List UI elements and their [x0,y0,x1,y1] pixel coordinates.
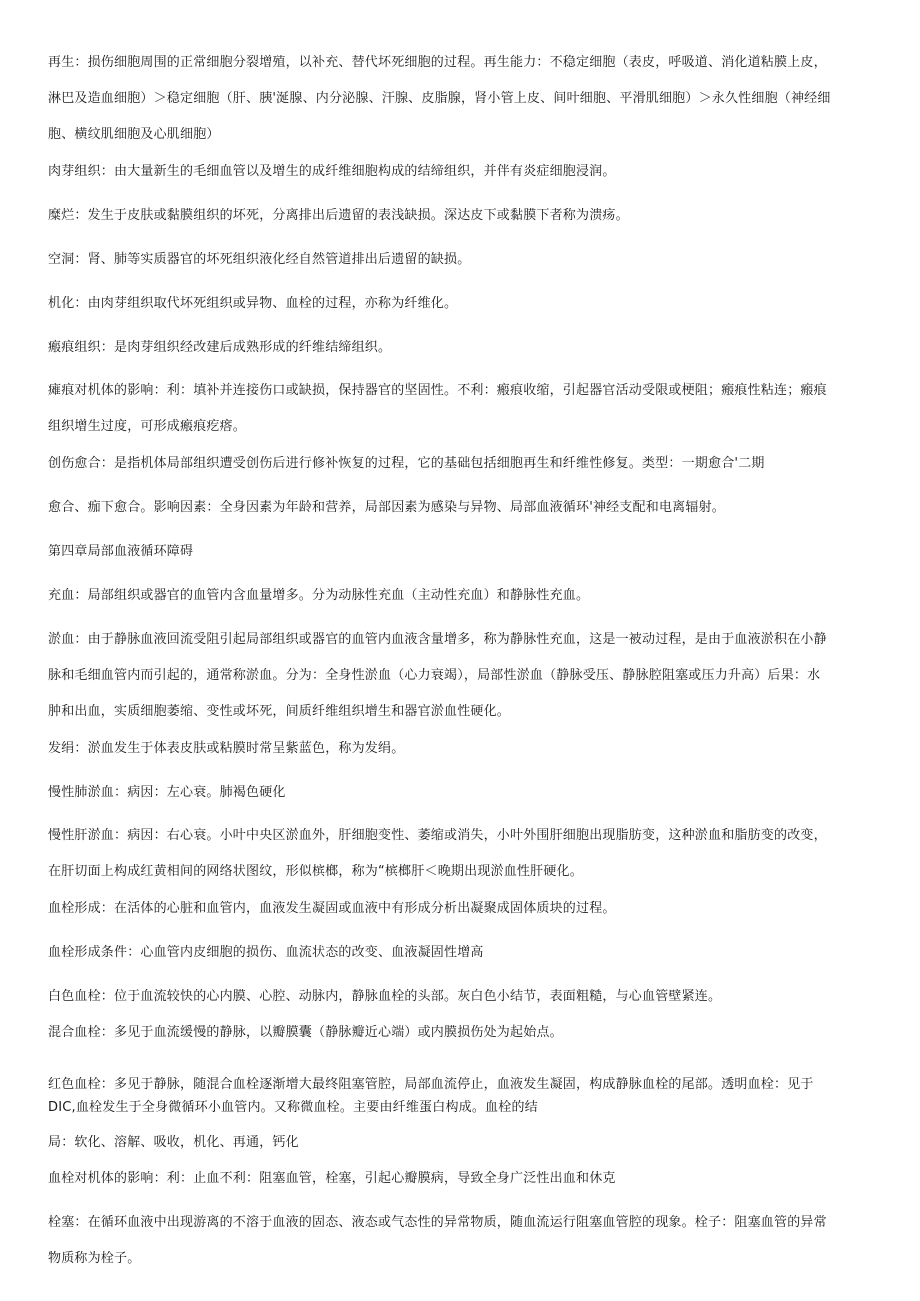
text-line: 组织增生过度，可形成瘢痕疙瘩。 [48,419,247,434]
paragraph-scar-tissue [48,336,876,360]
paragraph-organization [48,292,876,316]
text-line: 瘢痕组织：是肉芽组织经改建后成熟形成的纤维结缔组织。 [48,340,392,355]
text-line: 血栓形成：在活体的心脏和血管内，血液发生凝固或血液中有形成分析出凝聚成固体质块的过程。 [48,901,616,916]
paragraph-chronic-lung-congestion [48,781,876,805]
paragraph-wound-healing [48,452,876,476]
text-line: 创伤愈合：是指机体局部组织遭受创伤后进行修补恢复的过程，它的基础包括细胞再生和纤维性修复。类型：一期愈合'二期 [48,456,765,471]
paragraph-thrombus-effects [48,1167,876,1191]
paragraph-cyanosis [48,737,876,761]
paragraph-cavity [48,248,876,272]
text-line: 脉和毛细血管内而引起的，通常称淤血。分为：全身性淤血（心力衰竭），局部性淤血（静脉受压、静脉腔阻塞或压力升高）后果：水 [48,668,821,683]
text-line: 再生：损伤细胞周围的正常细胞分裂增殖，以补充、替代坏死细胞的过程。再生能力：不稳定细胞（表皮，呼吸道、消化道粘膜上皮， [48,55,827,70]
paragraph-hyperemia [48,584,876,608]
paragraph-scar-effects [48,373,876,445]
paragraph-mixed-thrombus [48,1021,876,1045]
text-line: 慢性肝淤血：病因：右心衰。小叶中央区淤血外，肝细胞变性、萎缩或消失，小叶外围肝细胞出现脂肪变，这种淤血和脂肪变的改变， [48,828,827,843]
paragraph-regeneration [48,45,876,153]
text-line: 混合血栓：多见于血流缓慢的静脉，以瓣膜囊（静脉瓣近心端）或内膜损伤处为起始点。 [48,1025,563,1040]
text-line: 白色血栓：位于血流较快的心内膜、心腔、动脉内，静脉血栓的头部。灰白色小结节，表面粗糙，与心血管壁紧连。 [48,989,722,1004]
text-line: 淋巴及造血细胞）＞稳定细胞（肝、胰'涎腺、内分泌腺、汗腺、皮脂腺，肾小管上皮、间叶细胞、平滑肌细胞）＞永久性细胞（神经细 [48,91,831,106]
text-line: 局：软化、溶解、吸收，机化、再通，钙化 [48,1135,299,1150]
paragraph-chronic-liver-congestion [48,818,876,890]
text-line: 胞、横纹肌细胞及心肌细胞） [48,127,220,142]
text-line: 第四章局部血液循环障碍 [48,544,194,559]
text-line: 肉芽组织：由大量新生的毛细血管以及增生的成纤维细胞构成的结缔组织，并伴有炎症细胞浸润。 [48,164,616,179]
text-line: 栓塞：在循环血液中出现游离的不溶于血液的固态、液态或气态性的异常物质，随血流运行阻塞血管腔的现象。栓子：阻塞血管的异常 [48,1215,827,1230]
text-line: 血栓对机体的影响：利：止血不利：阻塞血管，栓塞，引起心瓣膜病，导致全身广泛性出血和休克 [48,1171,616,1186]
text-line: 发绢：淤血发生于体表皮肤或粘膜时常呈紫蓝色，称为发绢。 [48,741,405,756]
paragraph-white-thrombus [48,985,876,1009]
paragraph-thrombosis-conditions [48,941,876,965]
paragraph-wound-healing-cont [48,496,876,520]
paragraph-granulation-tissue [48,160,876,184]
paragraph-erosion [48,204,876,228]
paragraph-red-thrombus [48,1073,876,1119]
text-line: 淤血：由于静脉血液回流受阻引起局部组织或器官的血管内血液含量增多，称为静脉性充血，这是一被动过程，是由于血液淤积在小静 [48,632,827,647]
text-line: 慢性肺淤血：病因：左心衰。肺褐色硬化 [48,785,286,800]
chapter-heading [48,540,876,564]
text-line: 愈合、痂下愈合。影响因素：全身因素为年龄和营养，局部因素为感染与异物、局部血液循环'神经支配和电离辐射。 [48,500,725,515]
paragraph-thrombus-outcome [48,1131,876,1155]
text-line: 物质称为栓子。 [48,1251,141,1266]
paragraph-embolism [48,1205,876,1277]
text-line: 糜烂：发生于皮肤或黏膜组织的坏死，分离排出后遗留的表浅缺损。深达皮下或黏膜下者称为溃疡。 [48,208,629,223]
text-line: 血栓形成条件：心血管内皮细胞的损伤、血流状态的改变、血液凝固性增高 [48,945,484,960]
text-line: 机化：由肉芽组织取代坏死组织或异物、血栓的过程，亦称为纤维化。 [48,296,458,311]
text-line: 红色血栓：多见于静脉，随混合血栓逐渐增大最终阻塞管腔，局部血流停止，血液发生凝固，构成静脉血栓的尾部。透明血栓：见于 [48,1077,814,1092]
text-line: 在肝切面上构成红黄相间的网络状图纹，形似槟榔，称为“槟榔肝＜晚期出现淤血性肝硬化。 [48,864,583,879]
paragraph-congestion [48,622,876,730]
paragraph-thrombosis [48,897,876,921]
text-line: 瘫痕对机体的影响：利：填补并连接伤口或缺损，保持器官的坚固性。不利：瘢痕收缩，引起器官活动受限或梗阻；瘢痕性粘连；瘢痕 [48,383,827,398]
text-line: 肿和出血，实质细胞萎缩、变性或坏死，间质纤维组织增生和器官淤血性硬化。 [48,704,511,719]
text-line: DIC,血栓发生于全身微循环小血管内。又称微血栓。主要由纤维蛋白构成。血栓的结 [48,1100,538,1115]
text-line: 空洞：肾、肺等实质器官的坏死组织液化经自然管道排出后遗留的缺损。 [48,252,471,267]
text-line: 充血：局部组织或器官的血管内含血量增多。分为动脉性充血（主动性充血）和静脉性充血。 [48,588,590,603]
